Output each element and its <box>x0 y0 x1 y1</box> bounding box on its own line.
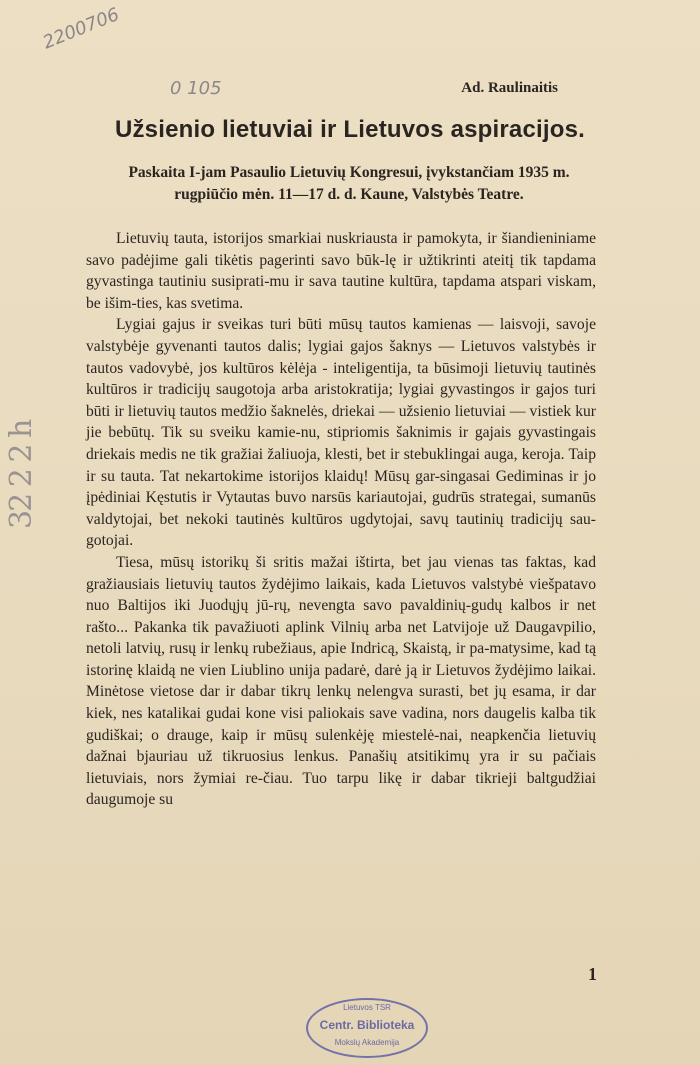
document-subtitle: Paskaita I-jam Pasaulio Lietuvių Kongresui, įvykstančiam 1935 m. rugpiūčio mėn. 11—17 d. d. Kaune, Valstybės Teatre. <box>128 164 570 203</box>
paragraph: Tiesa, mūsų istorikų ši sritis mažai ištirta, bet jau vienas tas faktas, kad gražiausiais lietuvių tautos žydėjimo laikais, kada Lietuvos valstybė viešpatavo nuo Baltijos iki Juodųjų jū-rų, nevengta savo pavaldinių-gudų kalbos ir net rašto... Pakanka tik pavažiuoti aplink Vilnių arba net Latvijoje už Daugavpilio, netoli latvių, rusų ir lenkų rubežiaus, apie Indricą, Skaistą, ir pa-matysime, kad tą istorinę klaidą ne vien Liublino unija padarė, darė ją ir Lietuvos žydėjimo laikai. Minėtose vietose dar ir dabar tikrų lenkų nelengva surasti, bet jų esama, ir dar kiek, nes katalikai gudai kone visi paliokais save vadina, nors daugelis kalba tik gudiškai; o drauge, kaip ir mūsų sulenkėję miestelė-nai, neapkenčia lietuvių dažnai bjauriau už tikruosius lenkus. Panašių atsitikimų yra ir su pačiais lietuviais, nors žymiai re-čiau. Tuo tarpu likę ir dabar tikrieji baltgudžiai daugumoje su <box>86 553 596 809</box>
paragraph: Lietuvių tauta, istorijos smarkiai nuskriausta ir pamokyta, ir šiandieniniame savo padėjime gali tikėtis pagerinti savo būk-lę ir užtikrinti ateitį tik tapdama gyvastinga tautiniu susiprati-mu ir sava tautine kultūra, tapdama atspari viskam, be išim-ties, kas svetima. <box>86 230 596 312</box>
page-number: 1 <box>588 964 597 984</box>
author-name: Ad. Raulinaitis <box>461 80 558 96</box>
stamp-bottom-text: Mokslų Akademija <box>334 1038 400 1047</box>
document-title: Užsienio lietuviai ir Lietuvos aspiracijos. <box>114 116 586 143</box>
pencil-annotation-side: 32 2 2 h <box>4 420 39 530</box>
library-stamp <box>306 998 428 1058</box>
stamp-top-text: Lietuvos TSR <box>343 1003 391 1012</box>
body-text <box>86 228 596 811</box>
paragraph: Lygiai gajus ir sveikas turi būti mūsų tautos kamienas — laisvoji, savoje valstybėje gyvenanti tautos dalis; lygiai gajos šaknys — Lietuvos valstybės ir tautos vadovybė, jos kultūros kėlėja - inteligentija, ta būsimoji lietuvių tautinės kultūros ir tradicijų saugotoja arba aristokratija; lygiai gyvastingos ir gajos turi būti ir lietuvių tautos medžio šaknelės, driekai — užsienio lietuviai — vistiek kur jie bebūtų. Tik su sveiku kamie-nu, stipriomis šaknimis ir gajais gyvastingais driekais medis ne tik gražiai žaliuoja, klesti, bet ir stebuklingai auga, keroja. Taip ir su tauta. Tat nekartokime istorijos klaidų! Mūsų gar-singasai Gediminas ir jo įpėdiniai Kęstutis ir Vytautas buvo narsūs kariautojai, gudrūs strategai, sumanūs valdytojai, bet nekoki tautinės kultūros ugdytojai, savų tautinių tradicijų sau-gotojai. <box>86 316 596 550</box>
pencil-annotation-mid: 0 105 <box>170 78 222 99</box>
stamp-main-text: Centr. Biblioteka <box>319 1018 415 1032</box>
pencil-annotation-top: 2200706 <box>40 3 123 54</box>
